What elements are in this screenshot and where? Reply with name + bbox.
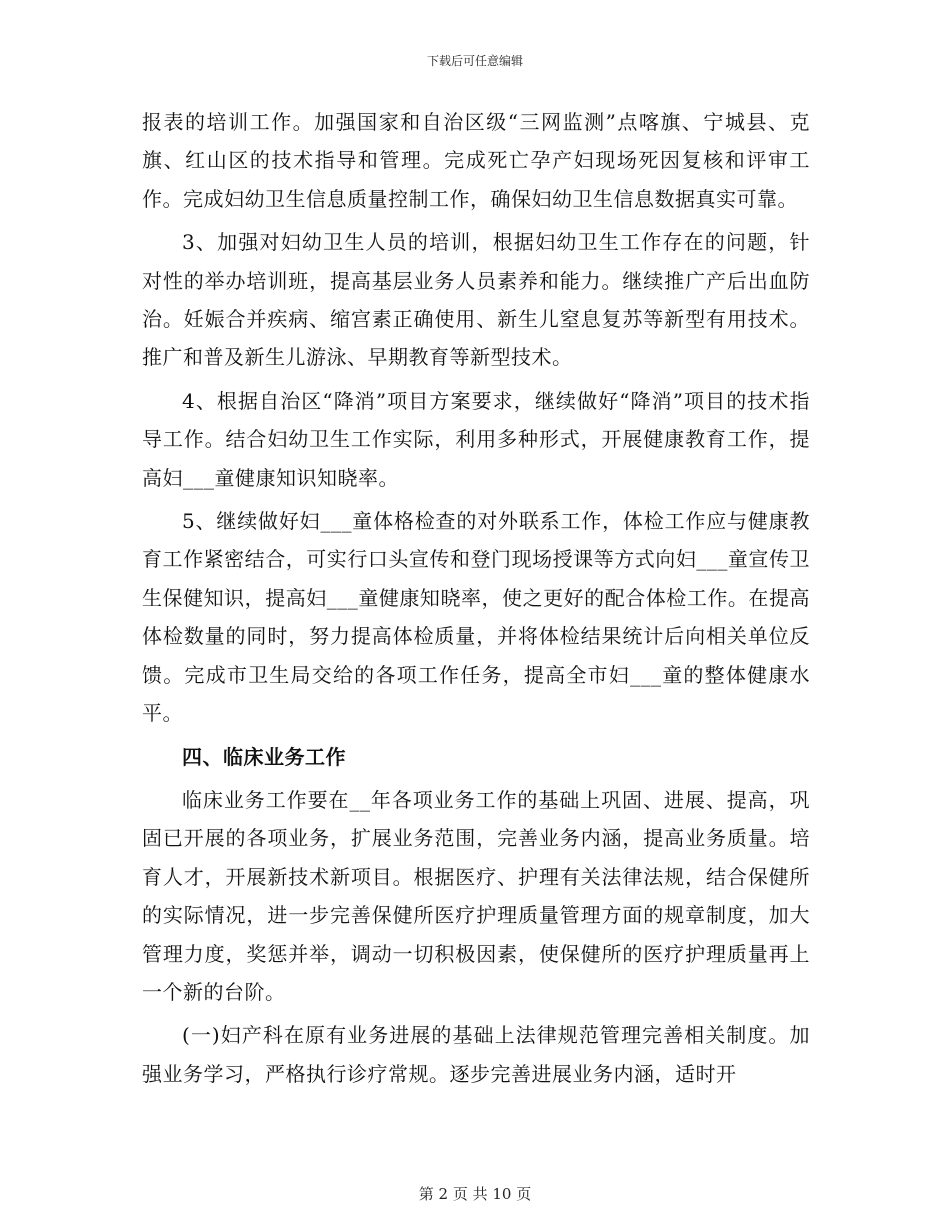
paragraph-6: (一)妇产科在原有业务进展的基础上法律规范管理完善相关制度。加强业务学习，严格执行诊疗常规。逐步完善进展业务内涵，适时开 [142,1023,810,1086]
paragraph-4: 5、继续做好妇___童体格检查的对外联系工作，体检工作应与健康教育工作紧密结合，可实行口头宣传和登门现场授课等方式向妇___童宣传卫生保健知识，提高妇___童健康知晓率，使之更好的配合体检工作。在提高体检数量的同时，努力提高体检质量，并将体检结果统计后向相关单位反馈。完成市卫生局交给的各项工作任务，提高全市妇___童的整体健康水平。 [142,509,810,726]
paragraph-2: 3、加强对妇幼卫生人员的培训，根据妇幼卫生工作存在的问题，针对性的举办培训班，提高基层业务人员素养和能力。继续推广产后出血防治。妊娠合并疾病、缩宫素正确使用、新生儿窒息复苏等新型有用技术。推广和普及新生儿游泳、早期教育等新型技术。 [142,230,810,370]
paragraph-5: 临床业务工作要在__年各项业务工作的基础上巩固、进展、提高，巩固已开展的各项业务，扩展业务范围，完善业务内涵，提高业务质量。培育人才，开展新技术新项目。根据医疗、护理有关法律法规，结合保健所的实际情况，进一步完善保健所医疗护理质量管理方面的规章制度，加大管理力度，奖惩并举，调动一切积极因素，使保健所的医疗护理质量再上一个新的台阶。 [142,787,810,1004]
page-footer: 第 2 页 共 10 页 [418,1185,532,1203]
document-body [142,103,810,1098]
page-header: 下载后可任意编辑 [426,54,523,68]
section-heading: 四、临床业务工作 [182,744,346,769]
paragraph-1: 报表的培训工作。加强国家和自治区级“三网监测”点喀旗、宁城县、克旗、红山区的技术指导和管理。完成死亡孕产妇现场死因复核和评审工作。完成妇幼卫生信息质量控制工作，确保妇幼卫生信息数据真实可靠。 [142,110,810,211]
paragraph-3: 4、根据自治区“降消”项目方案要求，继续做好“降消”项目的技术指导工作。结合妇幼卫生工作实际，利用多种形式，开展健康教育工作，提高妇___童健康知识知晓率。 [142,388,810,490]
